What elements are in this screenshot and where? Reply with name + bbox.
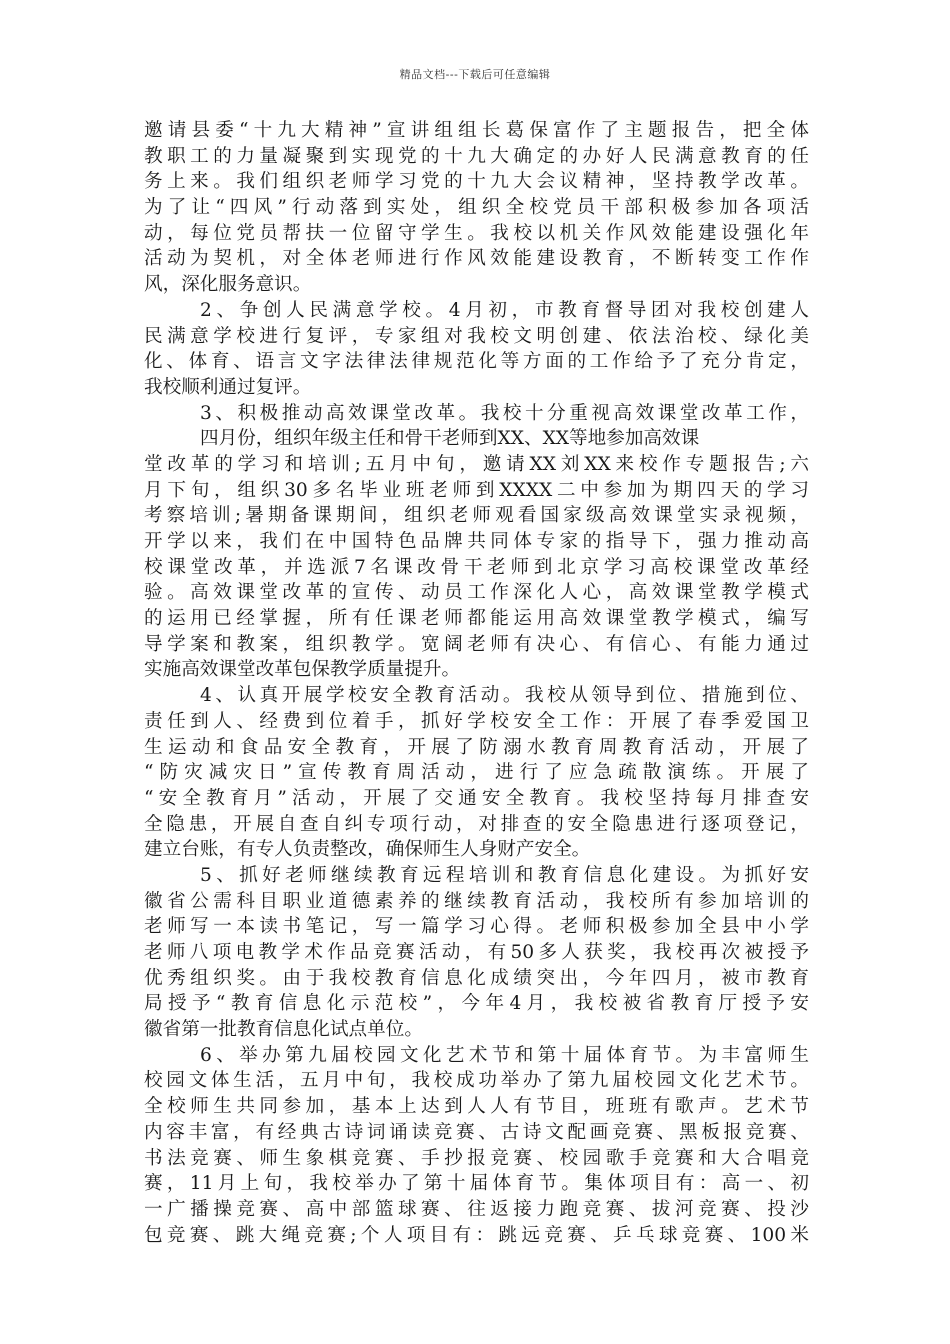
text-line: 我校顺利通过复评。 <box>144 376 312 398</box>
text-line: 动，每位党员帮扶一位留守学生。我校以机关作风效能建设强化年 <box>144 222 809 244</box>
paragraph-4-start: 4、认真开展学校安全教育活动。我校从领导到位、措施到位、 <box>200 685 809 707</box>
text-line: 月下旬，组织30多名毕业班老师到XXXX二中参加为期四天的学习 <box>144 479 809 501</box>
text-line: 局授予“教育信息化示范校”，今年4月，我校被省教育厅授予安 <box>144 993 809 1015</box>
paragraph-5-start: 5、抓好老师继续教育远程培训和教育信息化建设。为抓好安 <box>200 864 809 886</box>
text-line: 徽省公需科目职业道德素养的继续教育活动，我校所有参加培训的 <box>144 890 809 912</box>
text-line: 包竞赛、跳大绳竞赛;个人项目有：跳远竞赛、乒乓球竞赛、100米 <box>144 1224 809 1246</box>
text-line: 务上来。我们组织老师学习党的十九大会议精神，坚持教学改革。 <box>144 171 809 193</box>
text-line: “安全教育月”活动，开展了交通安全教育。我校坚持每月排查安 <box>144 787 809 809</box>
text-line: 导学案和教案，组织教学。宽阔老师有决心、有信心、有能力通过 <box>144 633 809 655</box>
text-line: 四月份，组织年级主任和骨干老师到XX、XX等地参加高效课 <box>200 428 700 450</box>
text-line: 老师写一本读书笔记，写一篇学习心得。老师积极参加全县中小学 <box>144 916 809 938</box>
text-line: 责任到人、经费到位着手，抓好学校安全工作：开展了春季爱国卫 <box>144 710 809 732</box>
text-line: 建立台账，有专人负责整改，确保师生人身财产安全。 <box>144 839 591 861</box>
text-line: 一广播操竞赛、高中部篮球赛、往返接力跑竞赛、拔河竞赛、投沙 <box>144 1198 809 1220</box>
text-line: 考察培训;暑期备课期间，组织老师观看国家级高效课堂实录视频， <box>144 505 809 527</box>
text-line: 实施高效课堂改革包保教学质量提升。 <box>144 659 461 681</box>
text-line: 老师八项电教学术作品竞赛活动，有50多人获奖，我校再次被授予 <box>144 942 809 963</box>
text-line: 全校师生共同参加，基本上达到人人有节目，班班有歌声。艺术节 <box>144 1096 809 1118</box>
text-line: 书法竞赛、师生象棋竞赛、手抄报竞赛、校园歌手竞赛和大合唱竞 <box>144 1147 809 1169</box>
text-line: “防灾减灾日”宣传教育周活动，进行了应急疏散演练。开展了 <box>144 762 809 784</box>
text-line: 民满意学校进行复评，专家组对我校文明创建、依法治校、绿化美 <box>144 325 809 347</box>
text-line: 教职工的力量凝聚到实现党的十九大确定的办好人民满意教育的任 <box>144 145 809 167</box>
paragraph-6-start: 6、举办第九届校园文化艺术节和第十届体育节。为丰富师生 <box>200 1044 809 1066</box>
text-line: 全隐患，开展自查自纠专项行动，对排查的安全隐患进行逐项登记， <box>144 813 809 835</box>
text-line: 堂改革的学习和培训;五月中旬，邀请XX刘XX来校作专题报告;六 <box>144 453 809 475</box>
paragraph-3-start: 3、积极推动高效课堂改革。我校十分重视高效课堂改革工作， <box>200 402 809 424</box>
text-line: 活动为契机，对全体老师进行作风效能建设教育，不断转变工作作 <box>144 248 809 270</box>
text-line: 生运动和食品安全教育，开展了防溺水教育周教育活动，开展了 <box>144 736 809 758</box>
text-line: 验。高效课堂改革的宣传、动员工作深化人心，高效课堂教学模式 <box>144 582 809 604</box>
text-line: 风，深化服务意识。 <box>144 274 312 296</box>
text-line: 赛，11月上旬，我校举办了第十届体育节。集体项目有：高一、初 <box>144 1173 809 1195</box>
document-body <box>144 118 809 1248</box>
text-line: 的运用已经掌握，所有任课老师都能运用高效课堂教学模式，编写 <box>144 608 809 630</box>
text-line: 化、体育、语言文字法律法律规范化等方面的工作给予了充分肯定， <box>144 351 809 373</box>
text-line: 邀请县委“十九大精神”宣讲组组长葛保富作了主题报告，把全体 <box>144 120 809 141</box>
text-line: 优秀组织奖。由于我校教育信息化成绩突出，今年四月，被市教育 <box>144 967 809 989</box>
text-line: 校课堂改革，并选派7名课改骨干老师到北京学习高校课堂改革经 <box>144 556 809 578</box>
page-header: 精品文档---下载后可任意编辑 <box>399 68 551 81</box>
text-line: 徽省第一批教育信息化试点单位。 <box>144 1019 423 1041</box>
text-line: 校园文体生活，五月中旬，我校成功举办了第九届校园文化艺术节。 <box>144 1070 809 1092</box>
text-line: 开学以来，我们在中国特色品牌共同体专家的指导下，强力推动高 <box>144 531 809 552</box>
text-line: 为了让“四风”行动落到实处，组织全校党员干部积极参加各项活 <box>144 197 809 219</box>
text-line: 内容丰富，有经典古诗词诵读竞赛、古诗文配画竞赛、黑板报竞赛、 <box>144 1121 809 1143</box>
paragraph-2-start: 2、争创人民满意学校。4月初，市教育督导团对我校创建人 <box>200 299 809 321</box>
